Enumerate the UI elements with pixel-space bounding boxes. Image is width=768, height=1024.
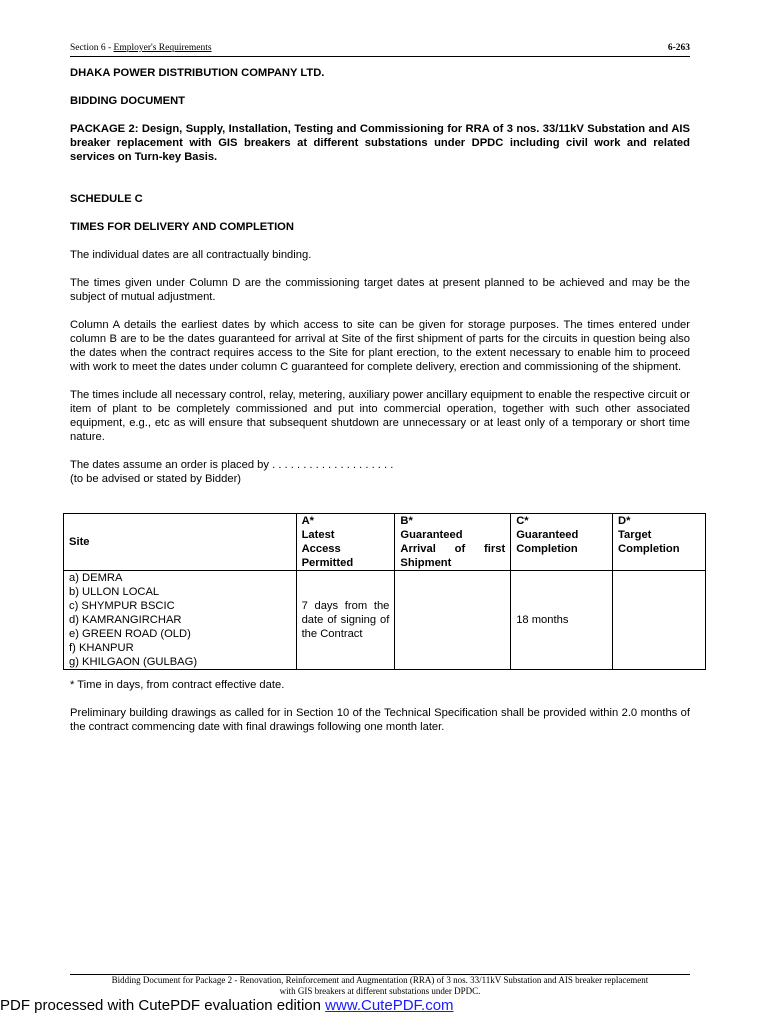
paragraph-times-include: The times include all necessary control, relay, metering, auxiliary power ancillary equipment to enable the respective circuit or item of plant to be completely commissioned and put into commercial operation, together with such other associated equipment, e.g., etc as will ensure that subsequent shutdown are unnecessary or at least only of a temporary or short time nature. (70, 389, 690, 443)
watermark-text: PDF processed with CutePDF evaluation edition (0, 997, 321, 1014)
schedule-table (63, 513, 706, 670)
cell-a-value: 7 days from the date of signing of the Contract (296, 571, 395, 670)
header-section: Section 6 - Employer's Requirements (70, 43, 212, 53)
section-heading: TIMES FOR DELIVERY AND COMPLETION (70, 221, 294, 233)
cutepdf-watermark (0, 997, 454, 1014)
site-list (64, 571, 297, 670)
header-section-title: Employer's Requirements (113, 43, 212, 53)
paragraph-column-a: Column A details the earliest dates by which access to site can be given for storage purposes. The times entered under column B are to be the dates guaranteed for arrival at Site of the first shipment of parts for the circuits in question being also the dates when the contract requires access to the Site for plant erection, to the extent necessary to enable him to proceed with work to meet the dates under column C guaranteed for complete delivery, erection and commissioning of the shipment. (70, 319, 690, 373)
package-title: PACKAGE 2: Design, Supply, Installation, Testing and Commissioning for RRA of 3 nos. 33/11kV Substation and AIS breaker replacement with GIS breakers at different substations under DPDC including civil work and related services on Turn-key Basis. (70, 123, 690, 163)
footnote: * Time in days, from contract effective date. (70, 679, 285, 691)
list-item: e) GREEN ROAD (OLD) (69, 628, 191, 640)
paragraph-column-d: The times given under Column D are the commissioning target dates at present planned to be achieved and may be the subject of mutual adjustment. (70, 277, 690, 303)
list-item: g) KHILGAON (GULBAG) (69, 656, 198, 668)
list-item: f) KHANPUR (69, 642, 134, 654)
header-site: Site (64, 514, 297, 571)
cell-d-value (613, 571, 706, 670)
list-item: b) ULLON LOCAL (69, 586, 160, 598)
footer-line-2: with GIS breakers at different substations under DPDC. (279, 986, 481, 996)
header-b: B* Guaranteed Arrival of first Shipment (395, 514, 511, 571)
doc-type: BIDDING DOCUMENT (70, 95, 185, 107)
company-name: DHAKA POWER DISTRIBUTION COMPANY LTD. (70, 67, 325, 79)
paragraph-binding: The individual dates are all contractually binding. (70, 249, 312, 261)
header-c: C* Guaranteed Completion (511, 514, 613, 571)
drawings-paragraph: Preliminary building drawings as called for in Section 10 of the Technical Specification shall be provided within 2.0 months of the contract commencing date with final drawings following one month later. (70, 707, 690, 733)
footer-line-1: Bidding Document for Package 2 - Renovation, Reinforcement and Augmentation (RRA) of 3 nos. 33/11kV Substation and AIS breaker replacement (111, 975, 649, 985)
page-header (70, 43, 690, 57)
list-item: c) SHYMPUR BSCIC (69, 600, 175, 612)
page-footer (70, 974, 690, 997)
page-number: 6-263 (667, 43, 690, 53)
list-item: d) KAMRANGIRCHAR (69, 614, 182, 626)
table-header-row (64, 514, 706, 571)
table-row (64, 571, 706, 670)
cell-c-value: 18 months (511, 571, 613, 670)
schedule-title: SCHEDULE C (70, 193, 143, 205)
order-date-line: The dates assume an order is placed by . . . . . . . . . . . . . . . . . . . . (70, 459, 394, 471)
document-body (70, 66, 690, 486)
header-a: A* Latest Access Permitted (296, 514, 395, 571)
cutepdf-link[interactable]: www.CutePDF.com (325, 997, 454, 1014)
header-d: D* Target Completion (613, 514, 706, 571)
order-date-note: (to be advised or stated by Bidder) (70, 473, 242, 485)
list-item: a) DEMRA (69, 572, 123, 584)
notes-section (70, 678, 690, 734)
cell-b-value (395, 571, 511, 670)
